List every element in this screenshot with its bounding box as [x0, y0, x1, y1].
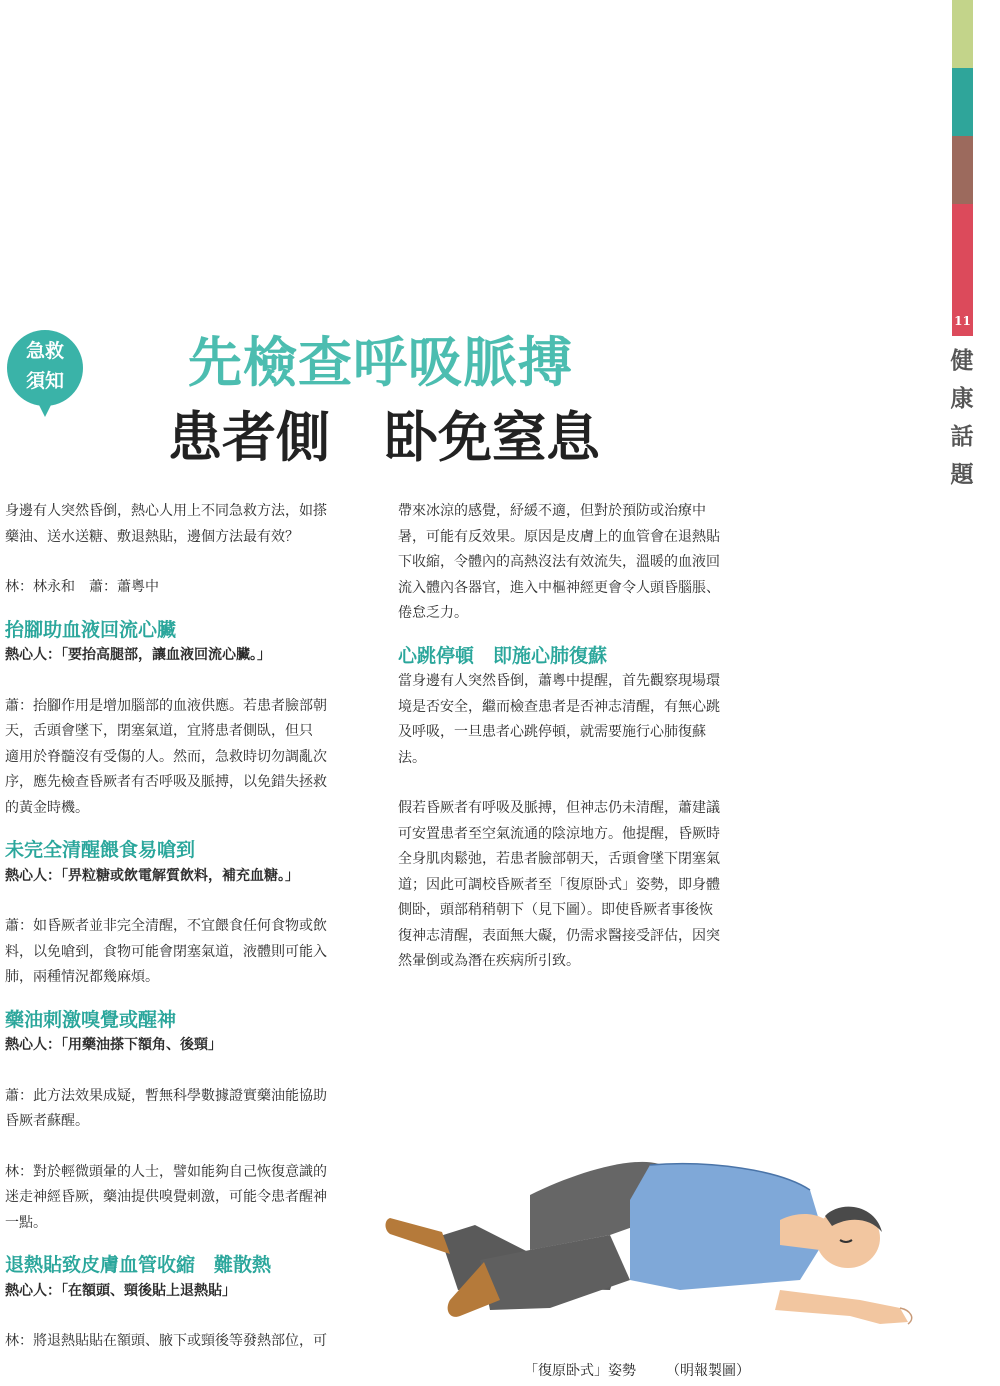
body-line: 的黃金時機。 [5, 799, 89, 816]
body-line: 蕭：此方法效果成疑，暫無科學數據證實藥油能協助 [5, 1087, 327, 1104]
section-heading: 藥油刺激嗅覺或醒神 [5, 1008, 177, 1031]
section-char: 題 [950, 461, 974, 488]
body-line: 蕭：如昏厥者並非完全清醒，不宜餵食任何食物或飲 [5, 918, 327, 934]
body-line: 肺，兩種情況都幾麻煩。 [5, 969, 159, 985]
body-line: 假若昏厥者有呼吸及脈搏，但神志仍未清醒，蕭建議 [398, 800, 720, 816]
headline-line2: 患者側 卧免窒息 [168, 405, 600, 469]
body-line: 帶來冰涼的感覺，紓緩不適，但對於預防或治療中 [398, 503, 706, 519]
body-line: 一點。 [5, 1214, 47, 1231]
body-line: 序，應先檢查昏厥者有否呼吸及脈搏，以免錯失拯救 [5, 774, 327, 790]
intro-line: 身邊有人突然昏倒，熱心人用上不同急救方法，如搽 [5, 503, 327, 519]
left-column [5, 499, 363, 1355]
body-line: 可安置患者至空氣流通的陰涼地方。他提醒，昏厥時 [398, 825, 720, 842]
section-title-vertical [950, 342, 974, 494]
body-line: 暑，可能有反效果。原因是皮膚上的血管會在退熱貼 [398, 528, 720, 545]
body-line: 適用於脊髓沒有受傷的人。然而，急救時切勿調亂次 [5, 748, 327, 765]
body-line: 當身邊有人突然昏倒，蕭粵中提醒，首先觀察現場環 [398, 673, 720, 689]
section-quote: 熱心人：「要抬高腿部，讓血液回流心臟。」 [5, 647, 271, 663]
body-line: 境是否安全，繼而檢查患者是否神志清醒，有無心跳 [398, 698, 720, 715]
body-line: 然暈倒或為潛在疾病所引致。 [398, 953, 580, 969]
badge-line1: 急救 [25, 340, 64, 362]
headline-line1: 先檢查呼吸脈搏 [188, 330, 573, 394]
section-heading: 抬腳助血液回流心臟 [5, 618, 177, 641]
color-tab-green [952, 0, 973, 68]
section-char: 話 [950, 423, 974, 450]
body-line: 蕭：抬腳作用是增加腦部的血液供應。若患者臉部朝 [5, 697, 327, 714]
body-line: 昏厥者蘇醒。 [5, 1113, 89, 1129]
right-column [398, 499, 756, 975]
body-line: 迷走神經昏厥，藥油提供嗅覺刺激，可能令患者醒神 [5, 1189, 327, 1205]
badge-line2: 須知 [25, 370, 64, 392]
section-quote: 熱心人：「畀粒糖或飲電解質飲料，補充血糖。」 [5, 867, 299, 884]
body-line: 全身肌肉鬆弛，若患者臉部朝天，舌頭會墜下閉塞氣 [398, 851, 720, 867]
body-line: 側卧，頭部稍稍朝下（見下圖）。即使昏厥者事後恢 [398, 902, 713, 918]
body-line: 及呼吸，一旦患者心跳停頓，就需要施行心肺復蘇 [398, 724, 706, 740]
section-quote: 熱心人：「在額頭、頸後貼上退熱貼」 [5, 1282, 236, 1299]
section-quote: 熱心人：「用藥油搽下額角、後頸」 [5, 1037, 222, 1053]
color-tab-teal [952, 68, 973, 136]
intro-line: 藥油、送水送糖、敷退熱貼，邊個方法最有效？ [5, 528, 299, 545]
section-heading: 心跳停頓 即施心肺復蘇 [398, 644, 608, 667]
section-char: 健 [950, 347, 974, 374]
section-char: 康 [950, 385, 974, 412]
body-line: 流入體內各器官，進入中樞神經更會令人頭昏腦脹、 [398, 579, 720, 596]
body-line: 道；因此可調校昏厥者至「復原卧式」姿勢，即身體 [398, 876, 720, 893]
section-heading: 未完全清醒餵食易嗆到 [5, 839, 196, 861]
first-aid-badge [7, 330, 83, 406]
body-line: 倦怠乏力。 [398, 605, 468, 621]
figure-caption [524, 1360, 750, 1380]
body-line: 天，舌頭會墜下，閉塞氣道，宜將患者側臥，但只 [5, 723, 313, 739]
body-line: 復神志清醒，表面無大礙，仍需求醫接受評估，因突 [398, 927, 720, 944]
body-line: 下收縮，令體內的高熱沒法有效流失，溫暖的血液回 [398, 554, 720, 570]
caption-text: 「復原卧式」姿勢 [524, 1363, 636, 1379]
body-line: 林：將退熱貼貼在額頭、腋下或頸後等發熱部位，可 [5, 1333, 327, 1349]
color-tab-brown [952, 136, 973, 204]
recovery-position-illustration [380, 1140, 920, 1350]
interviewees-line: 林：林永和 蕭：蕭粵中 [5, 579, 159, 595]
caption-credit: （明報製圖） [666, 1363, 750, 1379]
body-line: 料，以免嗆到，食物可能會閉塞氣道，液體則可能入 [5, 943, 327, 960]
section-heading: 退熱貼致皮膚血管收縮 難散熱 [5, 1254, 272, 1276]
page-number: 11 [954, 314, 971, 328]
body-line: 法。 [398, 749, 426, 766]
body-line: 林：對於輕微頭暈的人士，譬如能夠自己恢復意識的 [5, 1163, 327, 1180]
